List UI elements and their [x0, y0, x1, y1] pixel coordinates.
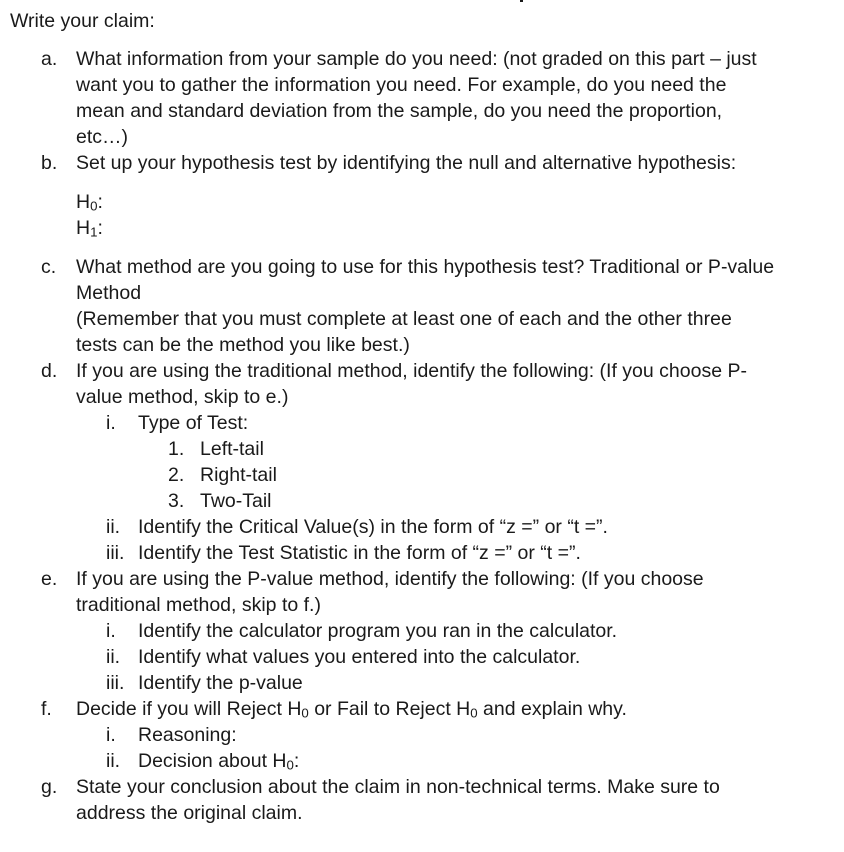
item-g-line-2: address the original claim. — [76, 802, 303, 824]
alternative-hypothesis-label: $H_1$: — [76, 217, 103, 240]
item-d-marker: d. — [41, 360, 58, 382]
item-f-ii-marker: ii. — [106, 750, 121, 772]
test-type-option-3-marker: 3. — [168, 490, 185, 512]
item-e-i-text: Identify the calculator program you ran in the calculator. — [138, 620, 618, 642]
item-g-line-1: State your conclusion about the claim in non-technical terms. Make sure to — [76, 776, 720, 798]
test-type-option-3: Two-Tail — [200, 490, 272, 512]
item-c-line-4: tests can be the method you like best.) — [76, 334, 410, 356]
item-c-line-2: Method — [76, 282, 142, 304]
item-c-marker: c. — [41, 256, 57, 278]
item-a-line-2: want you to gather the information you need. For example, do you need the — [76, 74, 727, 96]
item-e-ii-text: Identify what values you entered into the calculator. — [138, 646, 581, 668]
item-e-line-1: If you are using the P-value method, identify the following: (If you choose — [76, 568, 704, 590]
item-a-line-4: etc…) — [76, 126, 129, 148]
item-d-i-text: Type of Test: — [138, 412, 249, 434]
item-d-ii-text: Identify the Critical Value(s) in the form of “z =” or “t =”. — [138, 516, 608, 538]
test-type-option-1: Left-tail — [200, 438, 264, 460]
item-e-line-2: traditional method, skip to f.) — [76, 594, 321, 616]
item-b-line-1: Set up your hypothesis test by identifying the null and alternative hypothesis: — [76, 152, 737, 174]
item-d-line-2: value method, skip to e.) — [76, 386, 289, 408]
item-d-line-1: If you are using the traditional method, identify the following: (If you choose P- — [76, 360, 747, 382]
item-e-marker: e. — [41, 568, 58, 590]
claim-heading: Write your claim: — [10, 10, 155, 32]
item-e-iii-marker: iii. — [106, 672, 125, 694]
item-f-i-marker: i. — [106, 724, 116, 746]
item-a-line-1: What information from your sample do you need: (not graded on this part – just — [76, 48, 757, 70]
item-e-ii-marker: ii. — [106, 646, 121, 668]
item-f-line-1: Decide if you will Reject $H_0$ or Fail to Reject $H_0$ and explain why. — [76, 698, 627, 721]
item-c-line-1: What method are you going to use for this hypothesis test? Traditional or P-value — [76, 256, 775, 278]
item-d-ii-marker: ii. — [106, 516, 121, 538]
item-d-i-marker: i. — [106, 412, 116, 434]
item-g-marker: g. — [41, 776, 58, 798]
item-f-ii-text: Decision about $H_0$: — [138, 750, 300, 773]
item-a-line-3: mean and standard deviation from the sample, do you need the proportion, — [76, 100, 723, 122]
item-d-iii-marker: iii. — [106, 542, 125, 564]
test-type-option-1-marker: 1. — [168, 438, 185, 460]
null-hypothesis-label: $H_0$: — [76, 191, 103, 214]
cropped-glyph-mark — [520, 0, 523, 2]
test-type-option-2-marker: 2. — [168, 464, 185, 486]
item-c-line-3: (Remember that you must complete at least one of each and the other three — [76, 308, 732, 330]
item-a-marker: a. — [41, 48, 58, 70]
item-e-iii-text: Identify the p-value — [138, 672, 303, 694]
item-f-marker: f. — [41, 698, 52, 720]
item-d-iii-text: Identify the Test Statistic in the form of “z =” or “t =”. — [138, 542, 581, 564]
item-f-i-text: Reasoning: — [138, 724, 237, 746]
item-b-marker: b. — [41, 152, 58, 174]
test-type-option-2: Right-tail — [200, 464, 277, 486]
item-e-i-marker: i. — [106, 620, 116, 642]
